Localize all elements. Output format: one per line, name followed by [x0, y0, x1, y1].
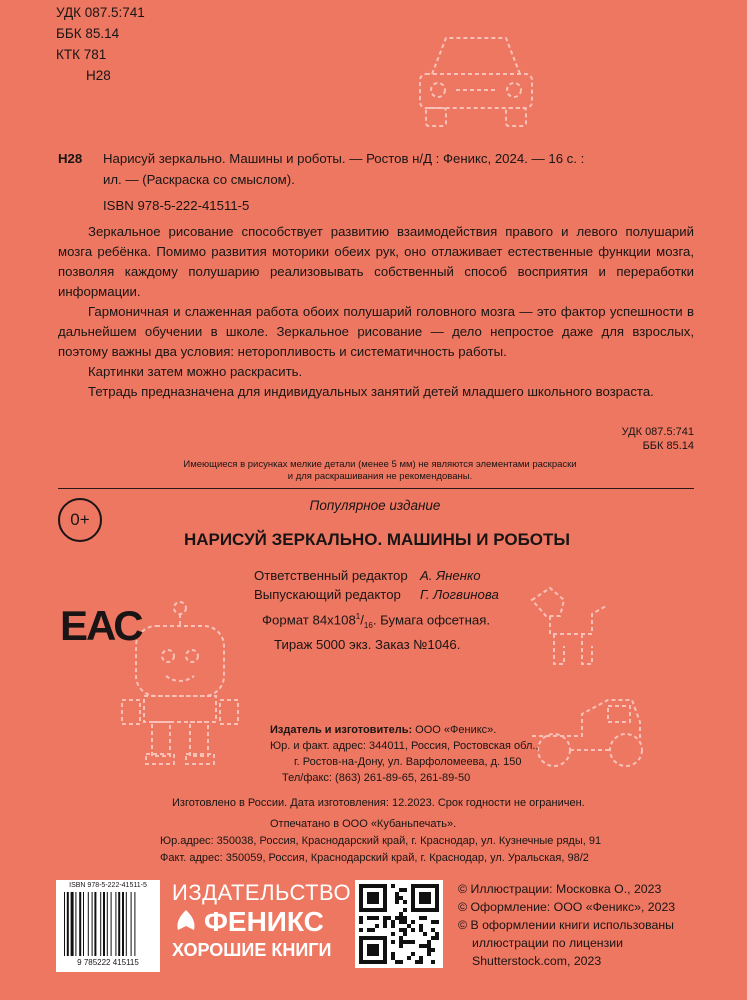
- logo-line-3: ХОРОШИЕ КНИГИ: [172, 940, 332, 960]
- coloring-note: [100, 459, 660, 483]
- publisher-address-1: Юр. и факт. адрес: 344011, Россия, Ростовская обл.,: [270, 740, 539, 752]
- qr-pattern: [355, 880, 443, 968]
- publisher-address-2: г. Ростов-на-Дону, ул. Варфоломеева, д. 150: [294, 756, 522, 768]
- footer-bbk: ББК 85.14: [642, 440, 694, 452]
- eac-mark: ЕАС: [60, 602, 142, 649]
- classification-block: [56, 2, 145, 86]
- credit-design: © Оформление: ООО «Феникс», 2023: [458, 900, 676, 914]
- credit-license-1: © В оформлении книги использованы: [458, 918, 674, 932]
- publisher-phone: Тел/факс: (863) 261-89-65, 261-89-50: [282, 772, 471, 784]
- format-suffix: . Бумага офсетная.: [372, 612, 491, 628]
- age-rating-badge: 0+: [58, 498, 102, 542]
- ktk-code: КТК 781: [56, 47, 107, 62]
- footer-udk: УДК 087.5:741: [621, 426, 694, 438]
- manufacture-info: Изготовлено в России. Дата изготовления: 12.2023. Срок годности не ограничен.: [172, 797, 585, 809]
- dog-outline-drawing: [520, 580, 610, 670]
- annotation-paragraph: Картинки затем можно раскрасить.: [88, 364, 303, 379]
- credit-license-2: иллюстрации по лицензии: [472, 936, 623, 950]
- format-prefix: Формат 84х108: [262, 612, 356, 628]
- format-sub: 16: [363, 621, 373, 631]
- qr-code: [355, 880, 443, 968]
- credits-block: [458, 880, 675, 970]
- tractor-outline-drawing: [522, 692, 662, 772]
- logo-line-2: ФЕНИКС: [204, 906, 324, 937]
- footer-codes: [540, 425, 694, 453]
- bbk-code: ББК 85.14: [56, 26, 120, 41]
- barcode-digits: 9 785222 415115: [77, 958, 139, 967]
- responsible-editor-name: А. Яненко: [420, 568, 481, 583]
- logo-line-1: ИЗДАТЕЛЬСТВО: [172, 880, 352, 905]
- publisher-block: [270, 722, 539, 786]
- printer-name: Отпечатано в ООО «Кубаньпечать».: [270, 818, 457, 830]
- format-sup: 1: [355, 612, 361, 621]
- credit-license-3: Shutterstock.com, 2023: [472, 954, 602, 968]
- format-block: Формат $84х108^1/_{16}$. Бумага офсетная. Тираж 5000 экз. Заказ №1046.: [262, 612, 491, 653]
- bib-line-1: Нарисуй зеркально. Машины и роботы. — Ростов н/Д : Феникс, 2024. — 16 с. :: [103, 151, 585, 166]
- udk-code: УДК 087.5:741: [56, 5, 145, 20]
- print-run: Тираж 5000 экз. Заказ №1046.: [274, 637, 461, 653]
- printer-legal-address: Юр.адрес: 350038, Россия, Краснодарский край, г. Краснодар, ул. Кузнечные ряды, 91: [160, 835, 602, 847]
- printing-block: [160, 816, 601, 867]
- responsible-editor-label: Ответственный редактор: [254, 568, 408, 583]
- note-line-2: и для раскрашивания не рекомендованы.: [287, 471, 473, 482]
- annotation-paragraph: Зеркальное рисование способствует развитию взаимодействия правого и левого полушарий мозга ребёнка. Помимо развития моторики обеих рук, оно отлаживает естественные функции мозга, позволяя каждому полушарию реализовывать собственный способ восприятия и переработки информации.: [58, 224, 694, 299]
- car-outline-drawing: [412, 24, 540, 132]
- issue-editor-name: Г. Логвинова: [420, 587, 499, 602]
- edition-type: Популярное издание: [309, 498, 441, 513]
- barcode-bars: [64, 892, 152, 956]
- barcode-isbn: ISBN 978-5-222-41511-5: [69, 882, 147, 889]
- author-mark: Н28: [86, 68, 111, 83]
- book-title: НАРИСУЙ ЗЕРКАЛЬНО. МАШИНЫ И РОБОТЫ: [183, 530, 571, 549]
- credit-illustrations: © Иллюстрации: Московка О., 2023: [458, 882, 662, 896]
- annotation-paragraph: Гармоничная и слаженная работа обоих полушарий головного мозга — это фактор успешности в дальнейшем обучении в школе. Зеркальное рисование — дело непростое даже для взрослых, поэтому важны два условия: неторопливость и систематичность работы.: [58, 304, 694, 359]
- note-line-1: Имеющиеся в рисунках мелкие детали (менее 5 мм) не являются элементами раскраски: [183, 459, 577, 470]
- printer-actual-address: Факт. адрес: 350059, Россия, Краснодарский край, г. Краснодар, ул. Уральская, 98/2: [160, 852, 589, 864]
- publisher-label: Издатель и изготовитель:: [270, 724, 413, 736]
- issue-editor-label: Выпускающий редактор: [254, 587, 401, 602]
- divider: [58, 488, 694, 489]
- publisher-logo: [172, 880, 352, 962]
- bib-line-2: ил. — (Раскраска со смыслом).: [103, 172, 295, 187]
- phoenix-icon: [172, 908, 200, 936]
- annotation: [58, 222, 694, 402]
- isbn-barcode: [56, 880, 160, 972]
- publisher-name: ООО «Феникс».: [412, 724, 497, 736]
- isbn: ISBN 978-5-222-41511-5: [103, 198, 250, 213]
- editors-block: [254, 566, 499, 604]
- annotation-paragraph: Тетрадь предназначена для индивидуальных занятий детей младшего школьного возраста.: [88, 384, 654, 399]
- bib-code: Н28: [58, 151, 83, 166]
